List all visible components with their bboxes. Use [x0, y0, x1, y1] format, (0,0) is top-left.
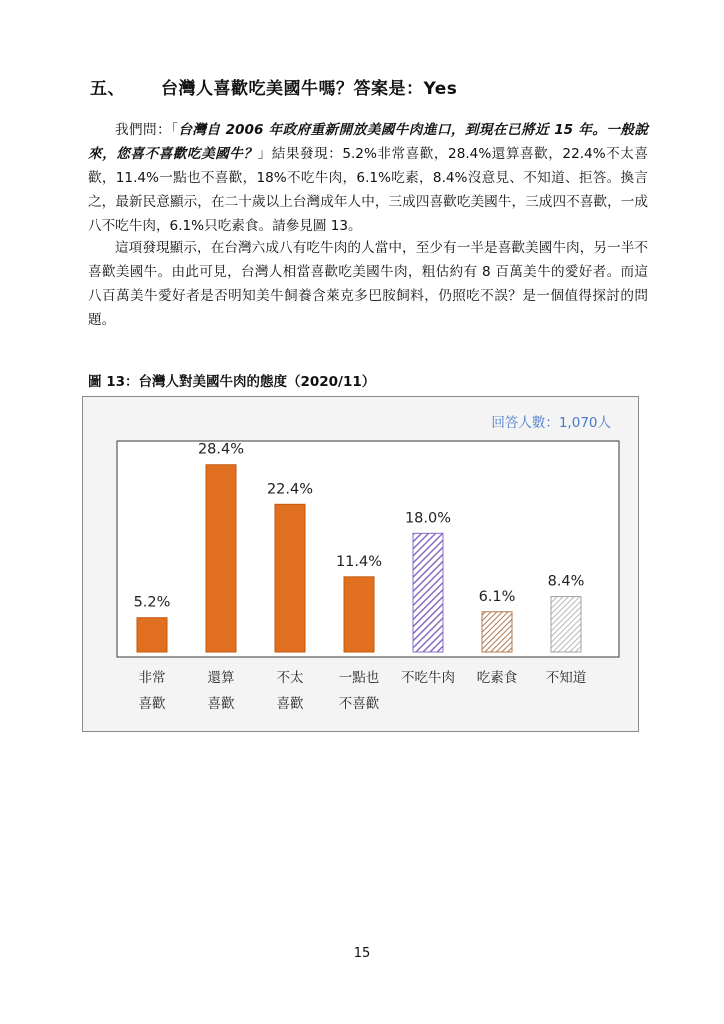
category-label-0-1: 喜歡	[138, 696, 166, 712]
category-label-2-1: 喜歡	[276, 696, 304, 712]
figure-title: 圖 13：台灣人對美國牛肉的態度（2020/11）	[88, 374, 376, 390]
category-label-3-1: 不喜歡	[338, 696, 380, 712]
section-heading	[90, 74, 457, 99]
respondent-count-note: 回答人數：1,070人	[491, 415, 611, 431]
category-label-5-0: 吃素食	[476, 670, 518, 686]
paragraph-2: 這項發現顯示，在台灣六成八有吃牛肉的人當中，至少有一半是喜歡美國牛肉，另一半不喜歡美國牛。由此可見，台灣人相當喜歡吃美國牛肉，粗估約有 8 百萬美牛的愛好者。而這八百萬美牛愛好者是否明知美牛飼養含萊克多巴胺飼料，仍照吃不誤？是一個值得探討的問題。	[88, 240, 648, 328]
category-label-1-0: 還算	[207, 670, 235, 686]
paragraph-1	[88, 118, 648, 238]
bar-6	[551, 597, 581, 652]
survey-question: 台灣自 2006 年政府重新開放美國牛肉進口，到現在已將近 15 年。一般說來，您喜不喜歡吃美國牛？	[88, 122, 648, 162]
category-label-1-1: 喜歡	[207, 696, 235, 712]
category-label-0-0: 非常	[138, 670, 166, 686]
bar-5	[482, 612, 512, 652]
category-label-3-0: 一點也	[338, 670, 380, 686]
bar-1	[206, 465, 236, 652]
chart-frame	[82, 396, 639, 732]
value-label-1: 28.4%	[197, 441, 245, 458]
page-number: 15	[353, 946, 371, 961]
value-label-3: 11.4%	[335, 553, 383, 570]
value-label-2: 22.4%	[266, 481, 314, 498]
bar-2	[275, 504, 305, 652]
section-title: 台灣人喜歡吃美國牛嗎？答案是：Yes	[161, 79, 458, 99]
bar-4	[413, 533, 443, 652]
paragraph-1-lead: 我們問：「	[115, 122, 179, 138]
bar-0	[137, 618, 167, 652]
value-label-0: 5.2%	[133, 594, 171, 611]
paragraph-1-rest: 」結果發現：5.2%非常喜歡，28.4%還算喜歡，22.4%不太喜歡，11.4%一點也不喜歡，18%不吃牛肉，6.1%吃素，8.4%沒意見、不知道、拒答。換言之，最新民意顯示，在二十歲以上台灣成年人中，三成四喜歡吃美國牛，三成四不喜歡，一成八不吃牛肉，6.1%只吃素食。請參見圖 13。	[88, 146, 649, 234]
category-label-6-0: 不知道	[545, 670, 587, 686]
value-label-6: 8.4%	[547, 573, 585, 590]
bar-chart	[83, 397, 640, 733]
section-number: 五、	[90, 79, 125, 99]
value-label-4: 18.0%	[404, 510, 452, 527]
category-label-2-0: 不太	[276, 670, 304, 686]
value-label-5: 6.1%	[478, 588, 516, 605]
category-label-4-0: 不吃牛肉	[401, 670, 455, 686]
bar-3	[344, 577, 374, 652]
